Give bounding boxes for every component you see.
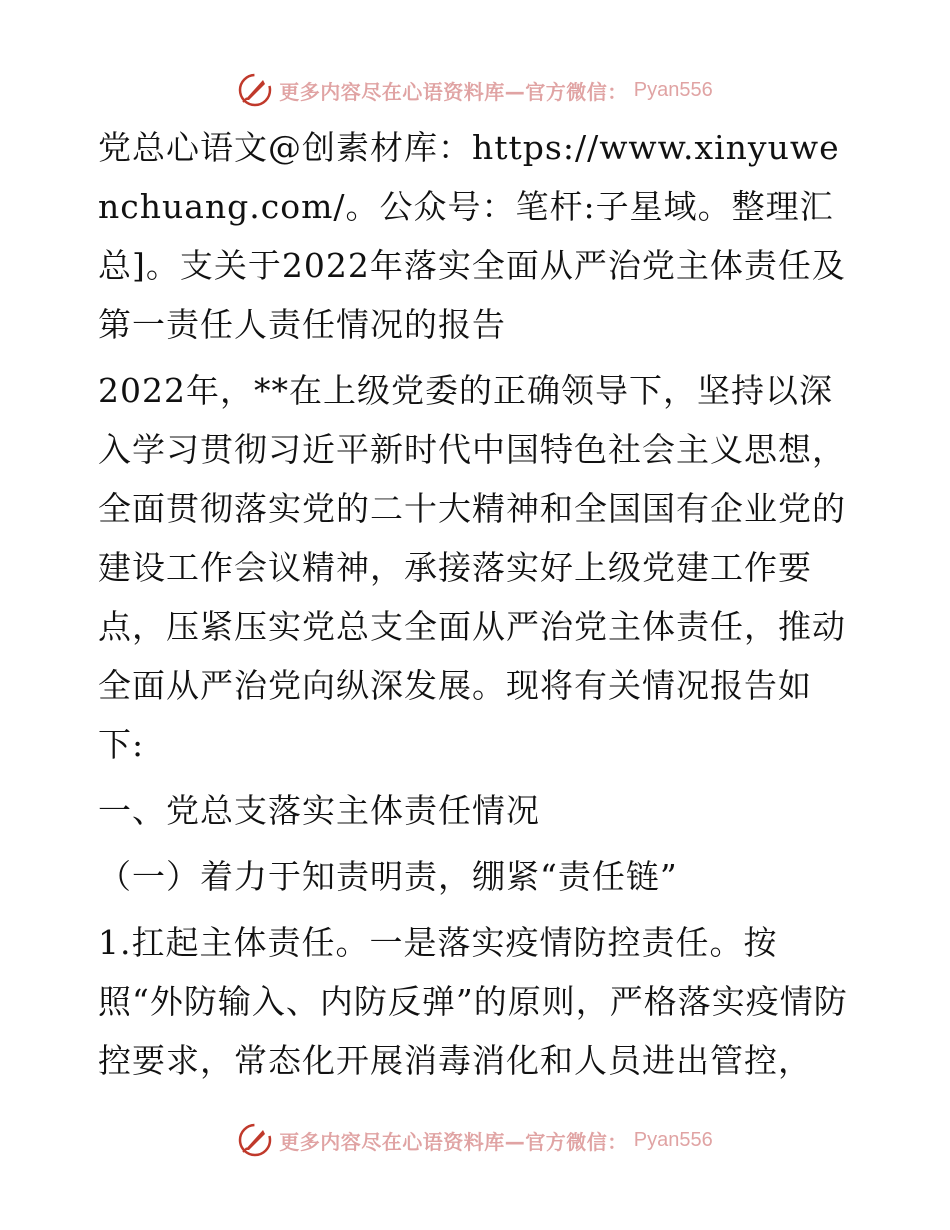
- footer-watermark-banner: [0, 1118, 950, 1162]
- document-body: [98, 118, 858, 1090]
- banner-wechat-id: Pyan556: [633, 78, 713, 101]
- banner-wechat-id: Pyan556: [633, 1128, 713, 1151]
- paragraph-item-1: 1.扛起主体责任。一是落实疫情防控责任。按照“外防输入、内防反弹”的原则，严格落实疫情防控要求，常态化开展消毒消化和人员进出管控，: [98, 923, 848, 1080]
- subsection-heading: （一）着力于知责明责，绷紧“责任链”: [98, 857, 678, 896]
- header-watermark-banner: [0, 68, 950, 112]
- quill-logo-icon: [237, 1122, 273, 1158]
- banner-text: 更多内容尽在心语资料库—官方微信：: [279, 1129, 628, 1154]
- paragraph-intro: 2022年，**在上级党委的正确领导下，坚持以深入学习贯彻习近平新时代中国特色社会主义思想，全面贯彻落实党的二十大精神和全国国有企业党的建设工作会议精神，承接落实好上级党建工作要点，压紧压实党总支全面从严治党主体责任，推动全面从严治党向纵深发展。现将有关情况报告如下:: [98, 371, 846, 764]
- quill-logo-icon: [237, 72, 273, 108]
- banner-inner: [237, 1122, 712, 1158]
- banner-inner: [237, 72, 712, 108]
- paragraph-title: 党总心语文@创素材库：https://www.xinyuwenchuang.com/。公众号：笔杆:子星域。整理汇总]。支关于2022年落实全面从严治党主体责任及第一责任人责任情况的报告: [98, 128, 846, 344]
- banner-text: 更多内容尽在心语资料库—官方微信：: [279, 79, 628, 104]
- section-heading: 一、党总支落实主体责任情况: [98, 791, 540, 830]
